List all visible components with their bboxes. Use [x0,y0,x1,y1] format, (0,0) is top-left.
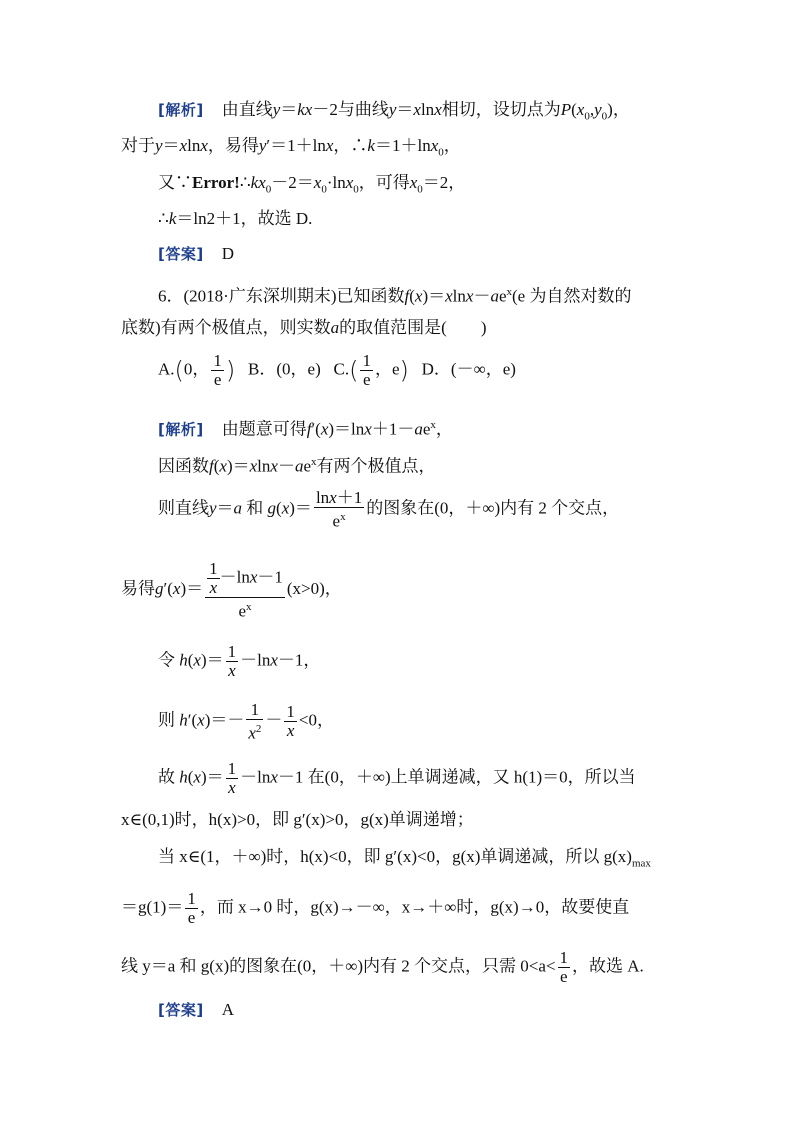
analysis-line-5: 令 h(x)＝ $\frac{1}{x}$ －lnx－1， [158,642,321,680]
analysis-line-1: [解析] 由题意可得$f'(x)=\ln x+1-ae^x$， [158,419,453,439]
option-a: A. [158,359,175,379]
answer-2: [答案] A [158,1000,234,1019]
option-c: C. [333,359,350,379]
analysis-line-11: 线 y＝a 和 g(x)的图象在(0，＋∞)内有 2 个交点，只需 0<a< $\frac{1}{e}$ ，故选 A. [121,948,644,986]
option-b: B．(0，e) [248,359,321,379]
analysis-line-6: 则 h′(x)＝－ $\frac{1}{x^2}$ － $\frac{1}{x}$ <0， [158,700,334,743]
answer-value-2: A [221,1000,234,1019]
analysis-line-10: ＝g(1)＝ $\frac{1}{e}$ ，而 x→0 时，g(x)→－∞，x→＋∞时，g(x)→0，故要使直 [121,889,630,927]
analysis-tag: [解析] [158,101,204,119]
answer-tag: [答案] [158,245,204,263]
analysis-line-9: 当 x∈(1，＋∞)时，h(x)<0，即 g′(x)<0，g(x)单调递减，所以 $g(x)_{max}$ [158,847,651,870]
analysis-line-8: x∈(0,1)时，h(x)>0，即 g′(x)>0，g(x)单调递增； [121,810,474,829]
option-d: D．(－∞，e) [421,359,516,379]
error-text: Error! [192,173,240,192]
analysis-line-4: 易得g′(x)＝ $\frac{1}{x}$ －lnx－1 $e^x$ (x>0)， [121,559,342,621]
options-line: A.(0， $\frac{1}{e}$ ) B．(0，e) C.( $\frac{1}{e}$ ，e) D．(－∞，e) [158,351,516,389]
analysis-line-2: 因函数$f(x)=xlnx-ae^x$有两个极值点， [158,456,436,476]
question-6-stem: 6．(2018·广东深圳期末)已知函数$f(x)=xlnx-ae^x(e$ 为自然对数的 [158,286,632,306]
analysis-line-3: 则直线y＝a 和 g(x)＝ $\frac{\ln x+1}{e^x}$ 的图象在(0，＋∞)内有 2 个交点， [158,488,620,531]
line-4: ∴k＝ln2＋1，故选 D. [158,209,313,228]
analysis-line-7: 故 h(x)＝ $\frac{1}{x}$ －lnx－1 在(0，＋∞)上单调递减，又 h(1)＝0，所以当 [158,759,636,797]
question-6-stem-2: 底数)有两个极值点，则实数a的取值范围是( ) [121,318,487,337]
answer-1 [158,243,234,265]
line-2: 对于y＝xlnx，易得y′＝1＋lnx，∴k＝1＋lnx$_0$， [121,136,461,159]
line-1: [解析] 由直线y＝kx－2与曲线y＝xlnx相切，设切点为$P(x_0,y_0)$， [158,100,630,123]
answer-value: D [221,244,234,263]
line-3: 又$\because Error!\therefore kx_0-2=x_0\cdot\ln x_0$，可得$x_0=2$， [158,173,466,196]
